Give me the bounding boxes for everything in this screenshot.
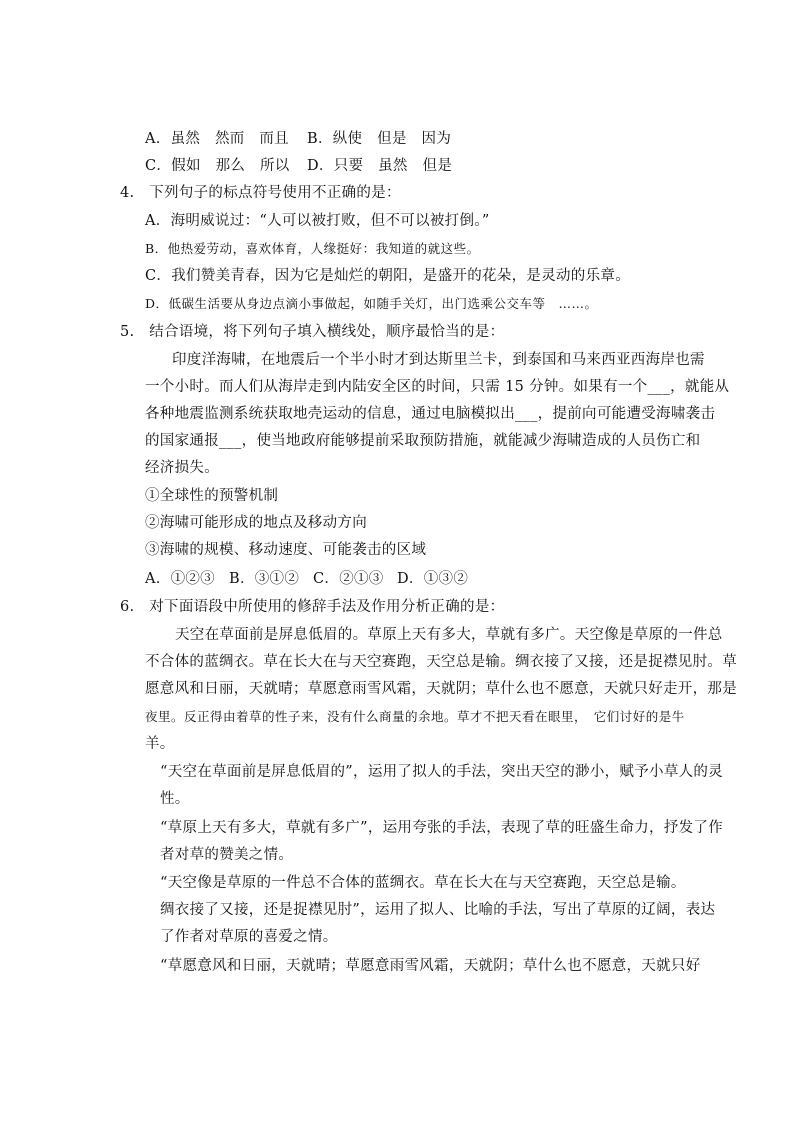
q5-option-c: C．②①③ xyxy=(313,571,384,587)
q3-option-d: D．只要 虽然 但是 xyxy=(307,158,453,174)
q4-option-a: A．海明威说过：“人可以被打败，但不可以被打倒。” xyxy=(145,213,490,229)
q6-passage-line: 愿意风和日丽，天就晴；草愿意雨雪风霜，天就阴；草什么也不愿意，天就只好走开，那是 xyxy=(145,681,737,697)
q5-item-2: ②海啸可能形成的地点及移动方向 xyxy=(145,515,367,531)
q6-analysis-line: “天空像是草原的一件总不合体的蓝绸衣。草在长大在与天空赛跑，天空总是输。 xyxy=(160,875,686,891)
q6-analysis-line: “草原上天有多大，草就有多广”，运用夸张的手法，表现了草的旺盛生命力，抒发了作 xyxy=(160,820,724,836)
q6-analysis-line: “草愿意风和日丽，天就晴；草愿意雨雪风霜，天就阴；草什么也不愿意，天就只好 xyxy=(160,958,701,974)
q5-passage-line: 各种地震监测系统获取地壳运动的信息，通过电脑模拟出___，提前向可能遭受海啸袭击 xyxy=(145,406,716,422)
q4-option-b: B．他热爱劳动，喜欢体育，人缘挺好：我知道的就这些。 xyxy=(145,241,480,256)
q6-passage-line: 不合体的蓝绸衣。草在长大在与天空赛跑，天空总是输。绸衣接了又接，还是捉襟见肘。草 xyxy=(145,654,737,670)
q5-passage-line: 一个小时。而人们从海岸走到内陆安全区的时间，只需 15 分钟。如果有一个___，就能从 xyxy=(145,379,730,395)
q4-option-d: D．低碳生活要从身边点滴小事做起，如随手关灯，出门选乘公交车等 ……。 xyxy=(145,296,598,311)
q5-passage-line: 印度洋海啸，在地震后一个半小时才到达斯里兰卡，到泰国和马来西亚西海岸也需 xyxy=(172,352,705,368)
q4-option-c: C．我们赞美青春，因为它是灿烂的朝阳，是盛开的花朵，是灵动的乐章。 xyxy=(145,268,630,284)
q6-analysis-line: “天空在草面前是屏息低眉的”，运用了拟人的手法，突出天空的渺小，赋予小草人的灵 xyxy=(160,764,724,780)
q6-analysis-line: 了作者对草原的喜爱之情。 xyxy=(160,929,338,945)
q6-stem: 6. 对下面语段中所使用的修辞手法及作用分析正确的是： xyxy=(120,599,505,615)
q5-option-b: B．③①② xyxy=(229,571,300,587)
q6-passage-line: 夜里。反正得由着草的性子来，没有什么商量的余地。草才不把天看在眼里， 它们讨好的是牛 xyxy=(145,709,685,724)
q5-item-3: ③海啸的规模、移动速度、可能袭击的区域 xyxy=(145,542,427,558)
q6-passage-line: 天空在草面前是屏息低眉的。草原上天有多大，草就有多广。天空像是草原的一件总 xyxy=(175,627,723,643)
q6-analysis-line: 者对草的赞美之情。 xyxy=(160,847,294,863)
q4-stem: 4. 下列句子的标点符号使用不正确的是： xyxy=(120,185,401,201)
q6-analysis-line: 性。 xyxy=(160,791,190,807)
q3-option-b: B．纵使 但是 因为 xyxy=(307,131,452,147)
q5-passage-line: 经济损失。 xyxy=(145,460,219,476)
q5-option-d: D．①③② xyxy=(397,571,469,587)
q3-option-c: C．假如 那么 所以 xyxy=(145,158,290,174)
q5-passage-line: 的国家通报___，使当地政府能够提前采取预防措施，就能减少海啸造成的人员伤亡和 xyxy=(145,433,701,449)
q6-analysis-line: 绸衣接了又接，还是捉襟见肘”，运用了拟人、比喻的手法，写出了草原的辽阔，表达 xyxy=(160,902,716,918)
q3-option-a: A．虽然 然而 而且 xyxy=(145,131,289,147)
q5-stem: 5. 结合语境，将下列句子填入横线处，顺序最恰当的是： xyxy=(120,324,505,340)
q6-passage-line: 羊。 xyxy=(145,736,175,752)
q5-item-1: ①全球性的预警机制 xyxy=(145,488,279,504)
q5-option-a: A．①②③ xyxy=(145,571,215,587)
